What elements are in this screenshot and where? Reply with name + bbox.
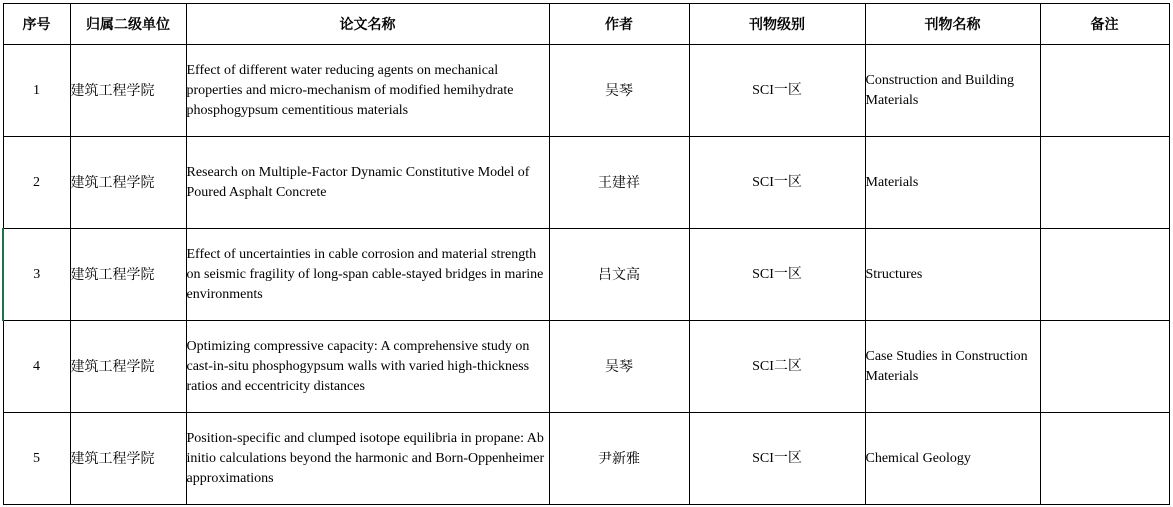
- cell-level[interactable]: SCI一区: [689, 137, 865, 229]
- header-unit[interactable]: 归属二级单位: [70, 4, 186, 45]
- cell-title[interactable]: Effect of different water reducing agents on mechanical properties and micro-mechanism of modified hemihydrate phosphogypsum cementitious materials: [186, 45, 549, 137]
- cell-journal[interactable]: Materials: [865, 137, 1040, 229]
- cell-author[interactable]: 王建祥: [549, 137, 689, 229]
- header-level[interactable]: 刊物级别: [689, 4, 865, 45]
- cell-title[interactable]: Research on Multiple-Factor Dynamic Constitutive Model of Poured Asphalt Concrete: [186, 137, 549, 229]
- cell-remark[interactable]: [1040, 321, 1169, 413]
- cell-level[interactable]: SCI一区: [689, 413, 865, 505]
- cell-author[interactable]: 吴琴: [549, 321, 689, 413]
- cell-level[interactable]: SCI一区: [689, 45, 865, 137]
- cell-no[interactable]: 1: [3, 45, 70, 137]
- table-row: [3, 137, 1169, 229]
- cell-unit[interactable]: 建筑工程学院: [70, 321, 186, 413]
- cell-no[interactable]: 3: [3, 229, 70, 321]
- cell-author[interactable]: 尹新雅: [549, 413, 689, 505]
- cell-remark[interactable]: [1040, 413, 1169, 505]
- header-journal[interactable]: 刊物名称: [865, 4, 1040, 45]
- header-title[interactable]: 论文名称: [186, 4, 549, 45]
- header-row: [3, 4, 1169, 45]
- cell-unit[interactable]: 建筑工程学院: [70, 229, 186, 321]
- cell-journal[interactable]: Structures: [865, 229, 1040, 321]
- cell-author[interactable]: 吕文高: [549, 229, 689, 321]
- cell-journal[interactable]: Construction and Building Materials: [865, 45, 1040, 137]
- header-author[interactable]: 作者: [549, 4, 689, 45]
- cell-remark[interactable]: [1040, 137, 1169, 229]
- cell-title[interactable]: Effect of uncertainties in cable corrosion and material strength on seismic fragility of long-span cable-stayed bridges in marine environments: [186, 229, 549, 321]
- cell-no[interactable]: 4: [3, 321, 70, 413]
- table-row: [3, 229, 1169, 321]
- cell-no[interactable]: 5: [3, 413, 70, 505]
- cell-no[interactable]: 2: [3, 137, 70, 229]
- cell-title[interactable]: Optimizing compressive capacity: A comprehensive study on cast-in-situ phosphogypsum walls with varied high-thickness ratios and eccentricity distances: [186, 321, 549, 413]
- cell-journal[interactable]: Chemical Geology: [865, 413, 1040, 505]
- header-no[interactable]: 序号: [3, 4, 70, 45]
- cell-journal[interactable]: Case Studies in Construction Materials: [865, 321, 1040, 413]
- cell-unit[interactable]: 建筑工程学院: [70, 137, 186, 229]
- cell-title[interactable]: Position-specific and clumped isotope equilibria in propane: Ab initio calculations beyond the harmonic and Born-Oppenheimer approximations: [186, 413, 549, 505]
- papers-table: [2, 3, 1170, 505]
- table-row: [3, 45, 1169, 137]
- cell-level[interactable]: SCI二区: [689, 321, 865, 413]
- cell-unit[interactable]: 建筑工程学院: [70, 413, 186, 505]
- cell-remark[interactable]: [1040, 229, 1169, 321]
- cell-unit[interactable]: 建筑工程学院: [70, 45, 186, 137]
- cell-level[interactable]: SCI一区: [689, 229, 865, 321]
- table-row: [3, 413, 1169, 505]
- cell-author[interactable]: 吴琴: [549, 45, 689, 137]
- header-remark[interactable]: 备注: [1040, 4, 1169, 45]
- cell-remark[interactable]: [1040, 45, 1169, 137]
- table-row: [3, 321, 1169, 413]
